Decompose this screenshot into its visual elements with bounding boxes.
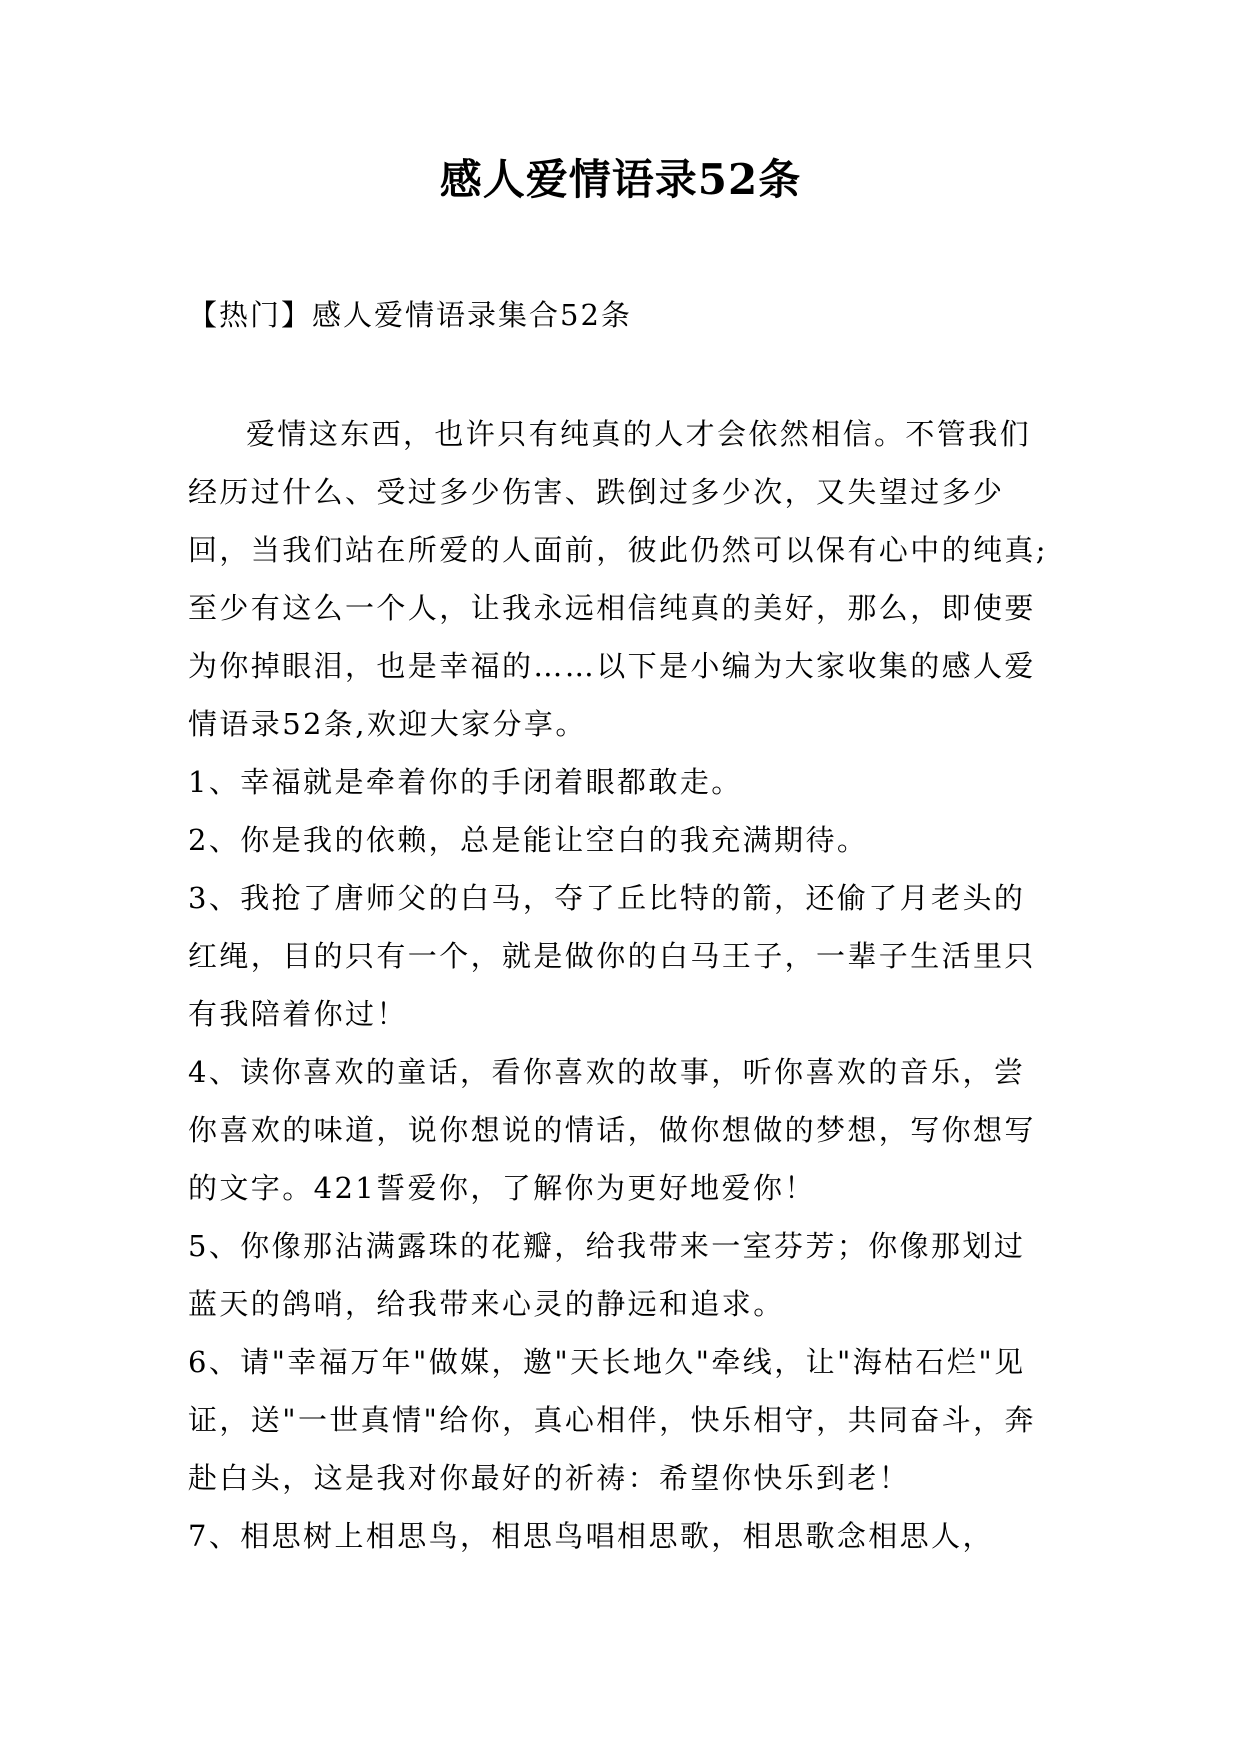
document-subtitle: 【热门】感人爱情语录集合52条	[188, 298, 632, 332]
list-item: 2、你是我的依赖，总是能让空白的我充满期待。	[188, 823, 869, 857]
document-body	[188, 405, 1053, 1565]
list-item: 4、读你喜欢的童话，看你喜欢的故事，听你喜欢的音乐，尝你喜欢的味道，说你想说的情话，做你想做的梦想，写你想写的文字。421誓爱你，了解你为更好地爱你！	[188, 1055, 1036, 1205]
intro-paragraph: 爱情这东西，也许只有纯真的人才会依然相信。不管我们经历过什么、受过多少伤害、跌倒过多少次，又失望过多少回，当我们站在所爱的人面前，彼此仍然可以保有心中的纯真;至少有这么一个人，让我永远相信纯真的美好，那么，即使要为你掉眼泪，也是幸福的……以下是小编为大家收集的感人爱情语录52条,欢迎大家分享。	[188, 417, 1048, 741]
list-item: 5、你像那沾满露珠的花瓣，给我带来一室芬芳；你像那划过蓝天的鸽哨，给我带来心灵的静远和追求。	[188, 1229, 1026, 1321]
list-item: 3、我抢了唐师父的白马，夺了丘比特的箭，还偷了月老头的红绳，目的只有一个，就是做你的白马王子，一辈子生活里只有我陪着你过！	[188, 881, 1036, 1031]
list-item: 7、相思树上相思鸟，相思鸟唱相思歌，相思歌念相思人，	[188, 1519, 994, 1553]
list-item: 1、幸福就是牵着你的手闭着眼都敢走。	[188, 765, 743, 799]
list-item: 6、请"幸福万年"做媒，邀"天长地久"牵线，让"海枯石烂"见证，送"一世真情"给你，真心相伴，快乐相守，共同奋斗，奔赴白头，这是我对你最好的祈祷：希望你快乐到老！	[188, 1345, 1036, 1495]
document-title: 感人爱情语录52条	[439, 155, 802, 204]
